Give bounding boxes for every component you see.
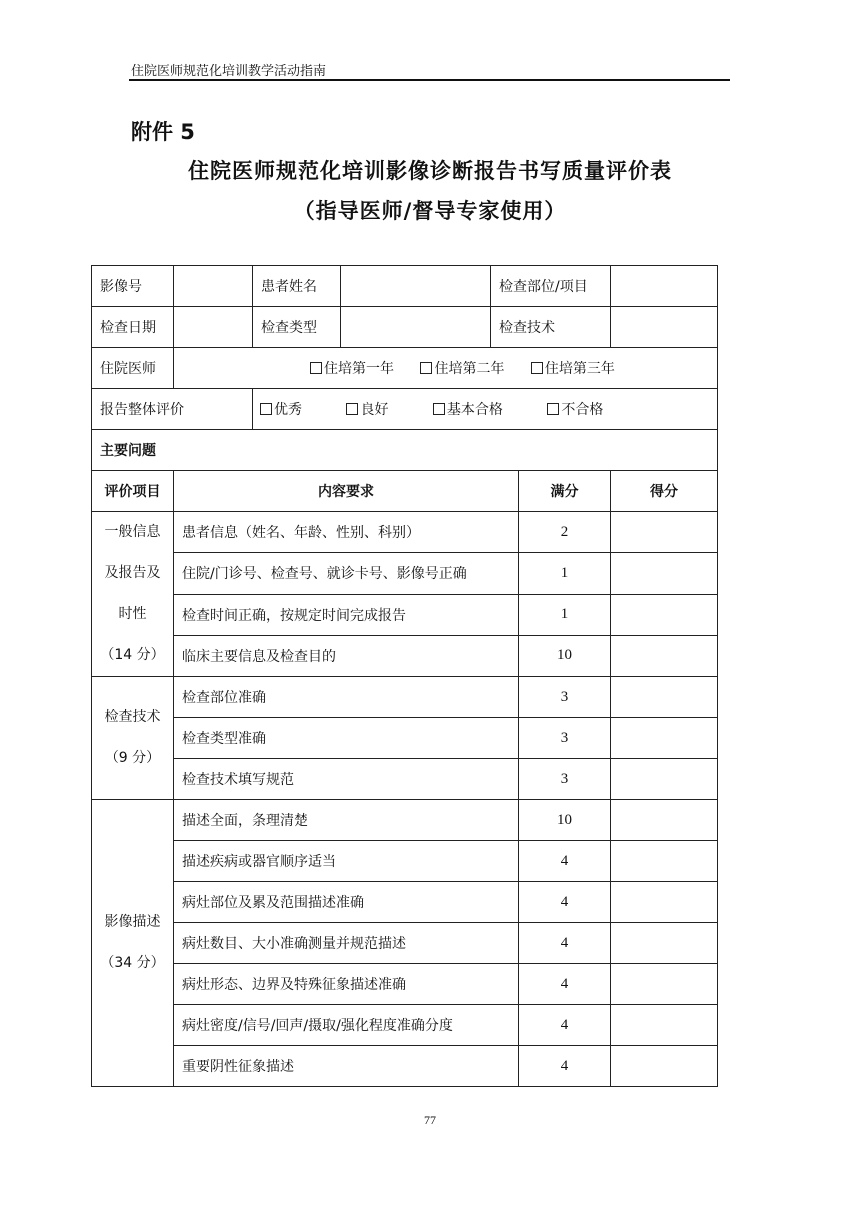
score-field[interactable] — [611, 759, 718, 800]
section-category-line: （34 分） — [100, 955, 165, 971]
content-requirement: 检查时间正确，按规定时间完成报告 — [174, 594, 519, 635]
section-category-line: 检查技术 — [104, 709, 161, 725]
overall-option-excellent[interactable]: 优秀 — [260, 399, 302, 419]
content-requirement: 描述全面，条理清楚 — [174, 800, 519, 841]
content-requirement: 病灶形态、边界及特殊征象描述准确 — [174, 964, 519, 1005]
full-score: 4 — [519, 1046, 611, 1087]
exam-site-label: 检查部位/项目 — [491, 266, 611, 307]
score-field[interactable] — [611, 882, 718, 923]
evaluation-sections — [92, 512, 718, 1087]
evaluation-row — [92, 1005, 718, 1046]
exam-tech-label: 检查技术 — [491, 307, 611, 348]
exam-site-field[interactable] — [611, 266, 718, 307]
patient-name-field[interactable] — [341, 266, 491, 307]
exam-type-field[interactable] — [341, 307, 491, 348]
evaluation-row — [92, 1046, 718, 1087]
score-field[interactable] — [611, 1046, 718, 1087]
checkbox-icon — [547, 403, 559, 415]
evaluation-row — [92, 759, 718, 800]
score-field[interactable] — [611, 1005, 718, 1046]
overall-option-pass[interactable]: 基本合格 — [433, 399, 503, 419]
score-field[interactable] — [611, 512, 718, 553]
exam-tech-field[interactable] — [611, 307, 718, 348]
section-category — [92, 800, 174, 1087]
main-issues-row — [92, 430, 718, 471]
score-field[interactable] — [611, 677, 718, 718]
content-requirement: 检查技术填写规范 — [174, 759, 519, 800]
full-score: 1 — [519, 553, 611, 594]
full-score: 4 — [519, 882, 611, 923]
content-requirement: 病灶密度/信号/回声/摄取/强化程度准确分度 — [174, 1005, 519, 1046]
content-requirement: 描述疾病或器官顺序适当 — [174, 841, 519, 882]
checkbox-icon — [531, 362, 543, 374]
evaluation-row — [92, 800, 718, 841]
full-score: 4 — [519, 841, 611, 882]
attachment-label: 附件 5 — [131, 120, 195, 144]
full-score: 3 — [519, 759, 611, 800]
full-score: 2 — [519, 512, 611, 553]
evaluation-row — [92, 635, 718, 676]
section-category-line: 时性 — [118, 606, 147, 622]
col-item-header: 评价项目 — [92, 471, 174, 512]
checkbox-icon — [310, 362, 322, 374]
form-subtitle: （指导医师/督导专家使用） — [293, 199, 567, 223]
resident-option-year2[interactable]: 住培第二年 — [420, 358, 504, 378]
evaluation-row — [92, 594, 718, 635]
section-category-line: 一般信息 — [104, 524, 161, 540]
checkbox-icon — [260, 403, 272, 415]
full-score: 4 — [519, 964, 611, 1005]
running-header: 住院医师规范化培训教学活动指南 — [131, 64, 327, 79]
score-field[interactable] — [611, 800, 718, 841]
col-score-header: 得分 — [611, 471, 718, 512]
full-score: 1 — [519, 594, 611, 635]
content-requirement: 住院/门诊号、检查号、就诊卡号、影像号正确 — [174, 553, 519, 594]
exam-type-label: 检查类型 — [253, 307, 341, 348]
resident-row — [92, 348, 718, 389]
score-field[interactable] — [611, 964, 718, 1005]
full-score: 3 — [519, 677, 611, 718]
evaluation-row — [92, 964, 718, 1005]
resident-label: 住院医师 — [92, 348, 174, 389]
full-score: 3 — [519, 718, 611, 759]
section-category-line: 及报告及 — [104, 565, 161, 581]
overall-label: 报告整体评价 — [92, 389, 253, 430]
content-requirement: 病灶部位及累及范围描述准确 — [174, 882, 519, 923]
section-category — [92, 512, 174, 677]
score-field[interactable] — [611, 923, 718, 964]
evaluation-row — [92, 841, 718, 882]
score-field[interactable] — [611, 718, 718, 759]
full-score: 4 — [519, 923, 611, 964]
content-requirement: 临床主要信息及检查目的 — [174, 635, 519, 676]
score-field[interactable] — [611, 594, 718, 635]
col-full-header: 满分 — [519, 471, 611, 512]
score-field[interactable] — [611, 841, 718, 882]
checkbox-icon — [420, 362, 432, 374]
score-field[interactable] — [611, 635, 718, 676]
exam-date-field[interactable] — [174, 307, 253, 348]
full-score: 10 — [519, 635, 611, 676]
evaluation-row — [92, 923, 718, 964]
checkbox-icon — [433, 403, 445, 415]
content-requirement: 检查类型准确 — [174, 718, 519, 759]
evaluation-row — [92, 512, 718, 553]
full-score: 10 — [519, 800, 611, 841]
evaluation-form-table — [91, 265, 718, 1087]
evaluation-row — [92, 677, 718, 718]
content-requirement: 重要阴性征象描述 — [174, 1046, 519, 1087]
image-no-label: 影像号 — [92, 266, 174, 307]
overall-options — [253, 389, 718, 430]
full-score: 4 — [519, 1005, 611, 1046]
section-category-line: 影像描述 — [104, 914, 161, 930]
resident-option-year3[interactable]: 住培第三年 — [531, 358, 615, 378]
form-title: 住院医师规范化培训影像诊断报告书写质量评价表 — [188, 159, 672, 183]
exam-date-label: 检查日期 — [92, 307, 174, 348]
column-header-row — [92, 471, 718, 512]
overall-option-fail[interactable]: 不合格 — [547, 399, 603, 419]
checkbox-icon — [346, 403, 358, 415]
score-field[interactable] — [611, 553, 718, 594]
evaluation-row — [92, 718, 718, 759]
page-number: 77 — [424, 1113, 436, 1127]
content-requirement: 病灶数目、大小准确测量并规范描述 — [174, 923, 519, 964]
image-no-field[interactable] — [174, 266, 253, 307]
overall-option-good[interactable]: 良好 — [346, 399, 388, 419]
resident-option-year1[interactable]: 住培第一年 — [310, 358, 394, 378]
evaluation-row — [92, 882, 718, 923]
section-category — [92, 677, 174, 800]
evaluation-row — [92, 553, 718, 594]
info-row-2 — [92, 307, 718, 348]
section-category-line: （9 分） — [104, 750, 161, 766]
resident-options — [174, 348, 718, 389]
content-requirement: 患者信息（姓名、年龄、性别、科别） — [174, 512, 519, 553]
header-rule — [129, 79, 730, 81]
col-content-header: 内容要求 — [174, 471, 519, 512]
main-issues-label[interactable]: 主要问题 — [92, 430, 718, 471]
patient-name-label: 患者姓名 — [253, 266, 341, 307]
info-row-1 — [92, 266, 718, 307]
content-requirement: 检查部位准确 — [174, 677, 519, 718]
section-category-line: （14 分） — [100, 647, 165, 663]
overall-row — [92, 389, 718, 430]
